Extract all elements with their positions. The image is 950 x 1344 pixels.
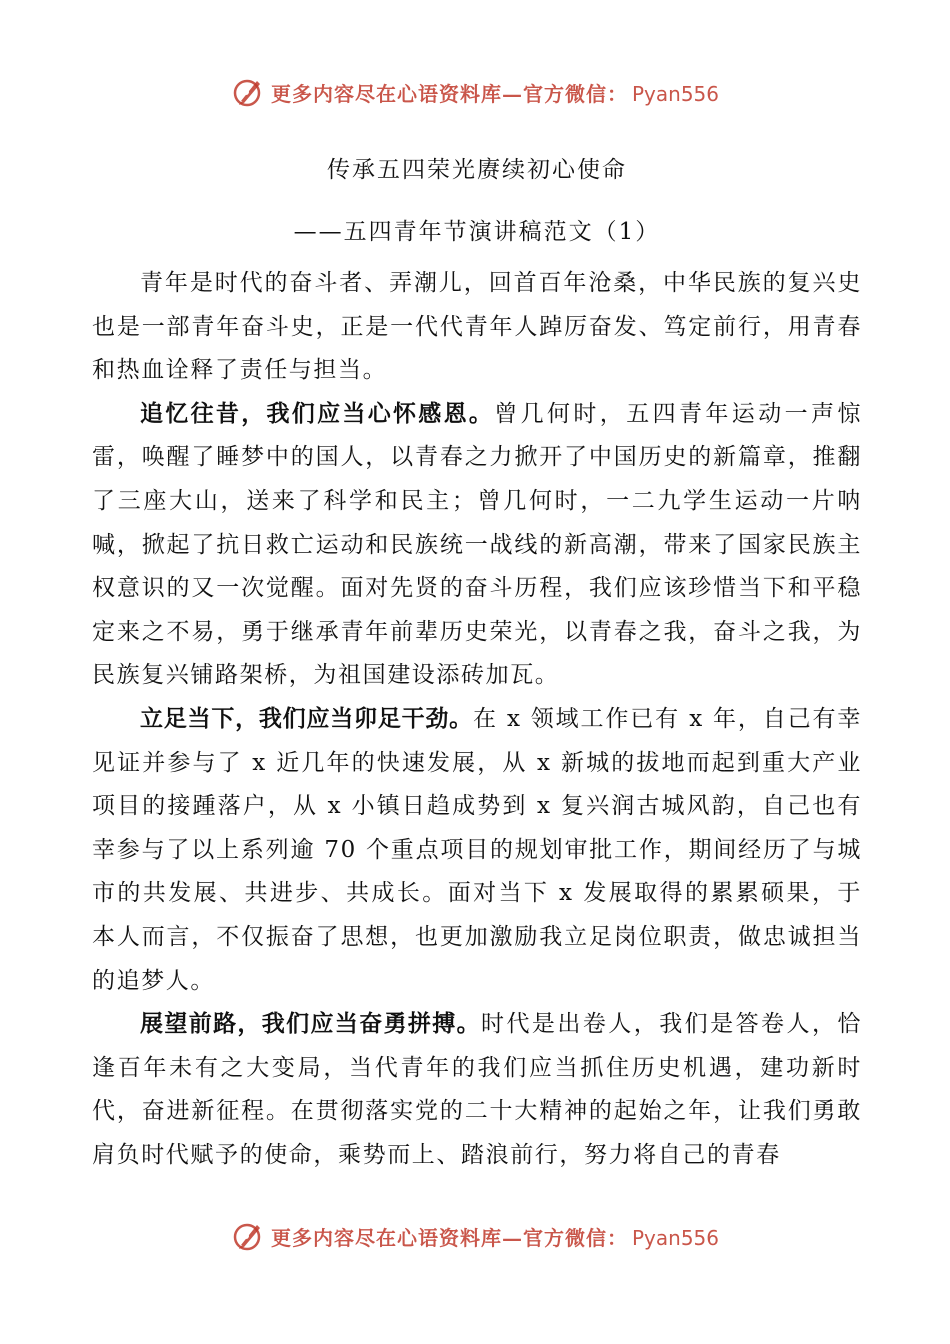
banner-text: 更多内容尽在心语资料库—官方微信： Pyan556 — [270, 81, 719, 106]
paragraph-intro: 青年是时代的奋斗者、弄潮儿，回首百年沧桑，中华民族的复兴史也是一部青年奋斗史，正是一代代青年人踔厉奋发、笃定前行，用青春和热血诠释了责任与担当。 — [92, 270, 862, 384]
banner-text: 更多内容尽在心语资料库—官方微信： Pyan556 — [270, 1225, 719, 1250]
document-title: 传承五四荣光赓续初心使命 — [327, 157, 627, 183]
paragraph-present: 立足当下，我们应当卯足干劲。在 x 领域工作已有 x 年，自己有幸见证并参与了 x 近几年的快速发展，从 x 新城的拔地而起到重大产业项目的接踵落户，从 x 小镇日趋成势到 x 复兴润古城风韵，自己也有幸参与了以上系列逾 70 个重点项目的规划审批工作，期间经历了与城市的共发展、共进步、共成长。面对当下 x 发展取得的累累硕果，于本人而言，不仅振奋了思想，也更加激励我立足岗位职责，做忠诚担当的追梦人。 — [92, 705, 863, 994]
pen-logo-icon — [231, 1219, 265, 1253]
paragraph-future: 展望前路，我们应当奋勇拼搏。时代是出卷人，我们是答卷人，恰逢百年未有之大变局，当代青年的我们应当抓住历史机遇，建功新时代，奋进新征程。在贯彻落实党的二十大精神的起始之年，让我们勇敢肩负时代赋予的使命，乘势而上、踏浪前行，努力将自己的青春 — [92, 1011, 862, 1168]
wechat-id: Pyan556 — [631, 81, 719, 106]
paragraph-lead: 立足当下，我们应当卯足干劲。 — [140, 705, 473, 732]
pen-logo-icon — [231, 75, 265, 109]
document-body — [92, 150, 862, 1177]
paragraph-past: 追忆往昔，我们应当心怀感恩。曾几何时，五四青年运动一声惊雷，唤醒了睡梦中的国人，以青春之力掀开了中国历史的新篇章，推翻了三座大山，送来了科学和民主；曾几何时，一二九学生运动一片呐喊，掀起了抗日救亡运动和民族统一战线的新高潮，带来了国家民族主权意识的又一次觉醒。面对先贤的奋斗历程，我们应该珍惜当下和平稳定来之不易，勇于继承青年前辈历史荣光，以青春之我，奋斗之我，为民族复兴铺路架桥，为祖国建设添砖加瓦。 — [92, 400, 863, 689]
header-watermark-banner — [0, 70, 950, 114]
document-subtitle: ——五四青年节演讲稿范文（1） — [293, 219, 661, 245]
paragraph-lead: 追忆往昔，我们应当心怀感恩。 — [140, 400, 495, 427]
paragraph-lead: 展望前路，我们应当奋勇拼搏。 — [140, 1011, 481, 1038]
footer-watermark-banner — [0, 1214, 950, 1258]
wechat-id: Pyan556 — [631, 1225, 719, 1250]
